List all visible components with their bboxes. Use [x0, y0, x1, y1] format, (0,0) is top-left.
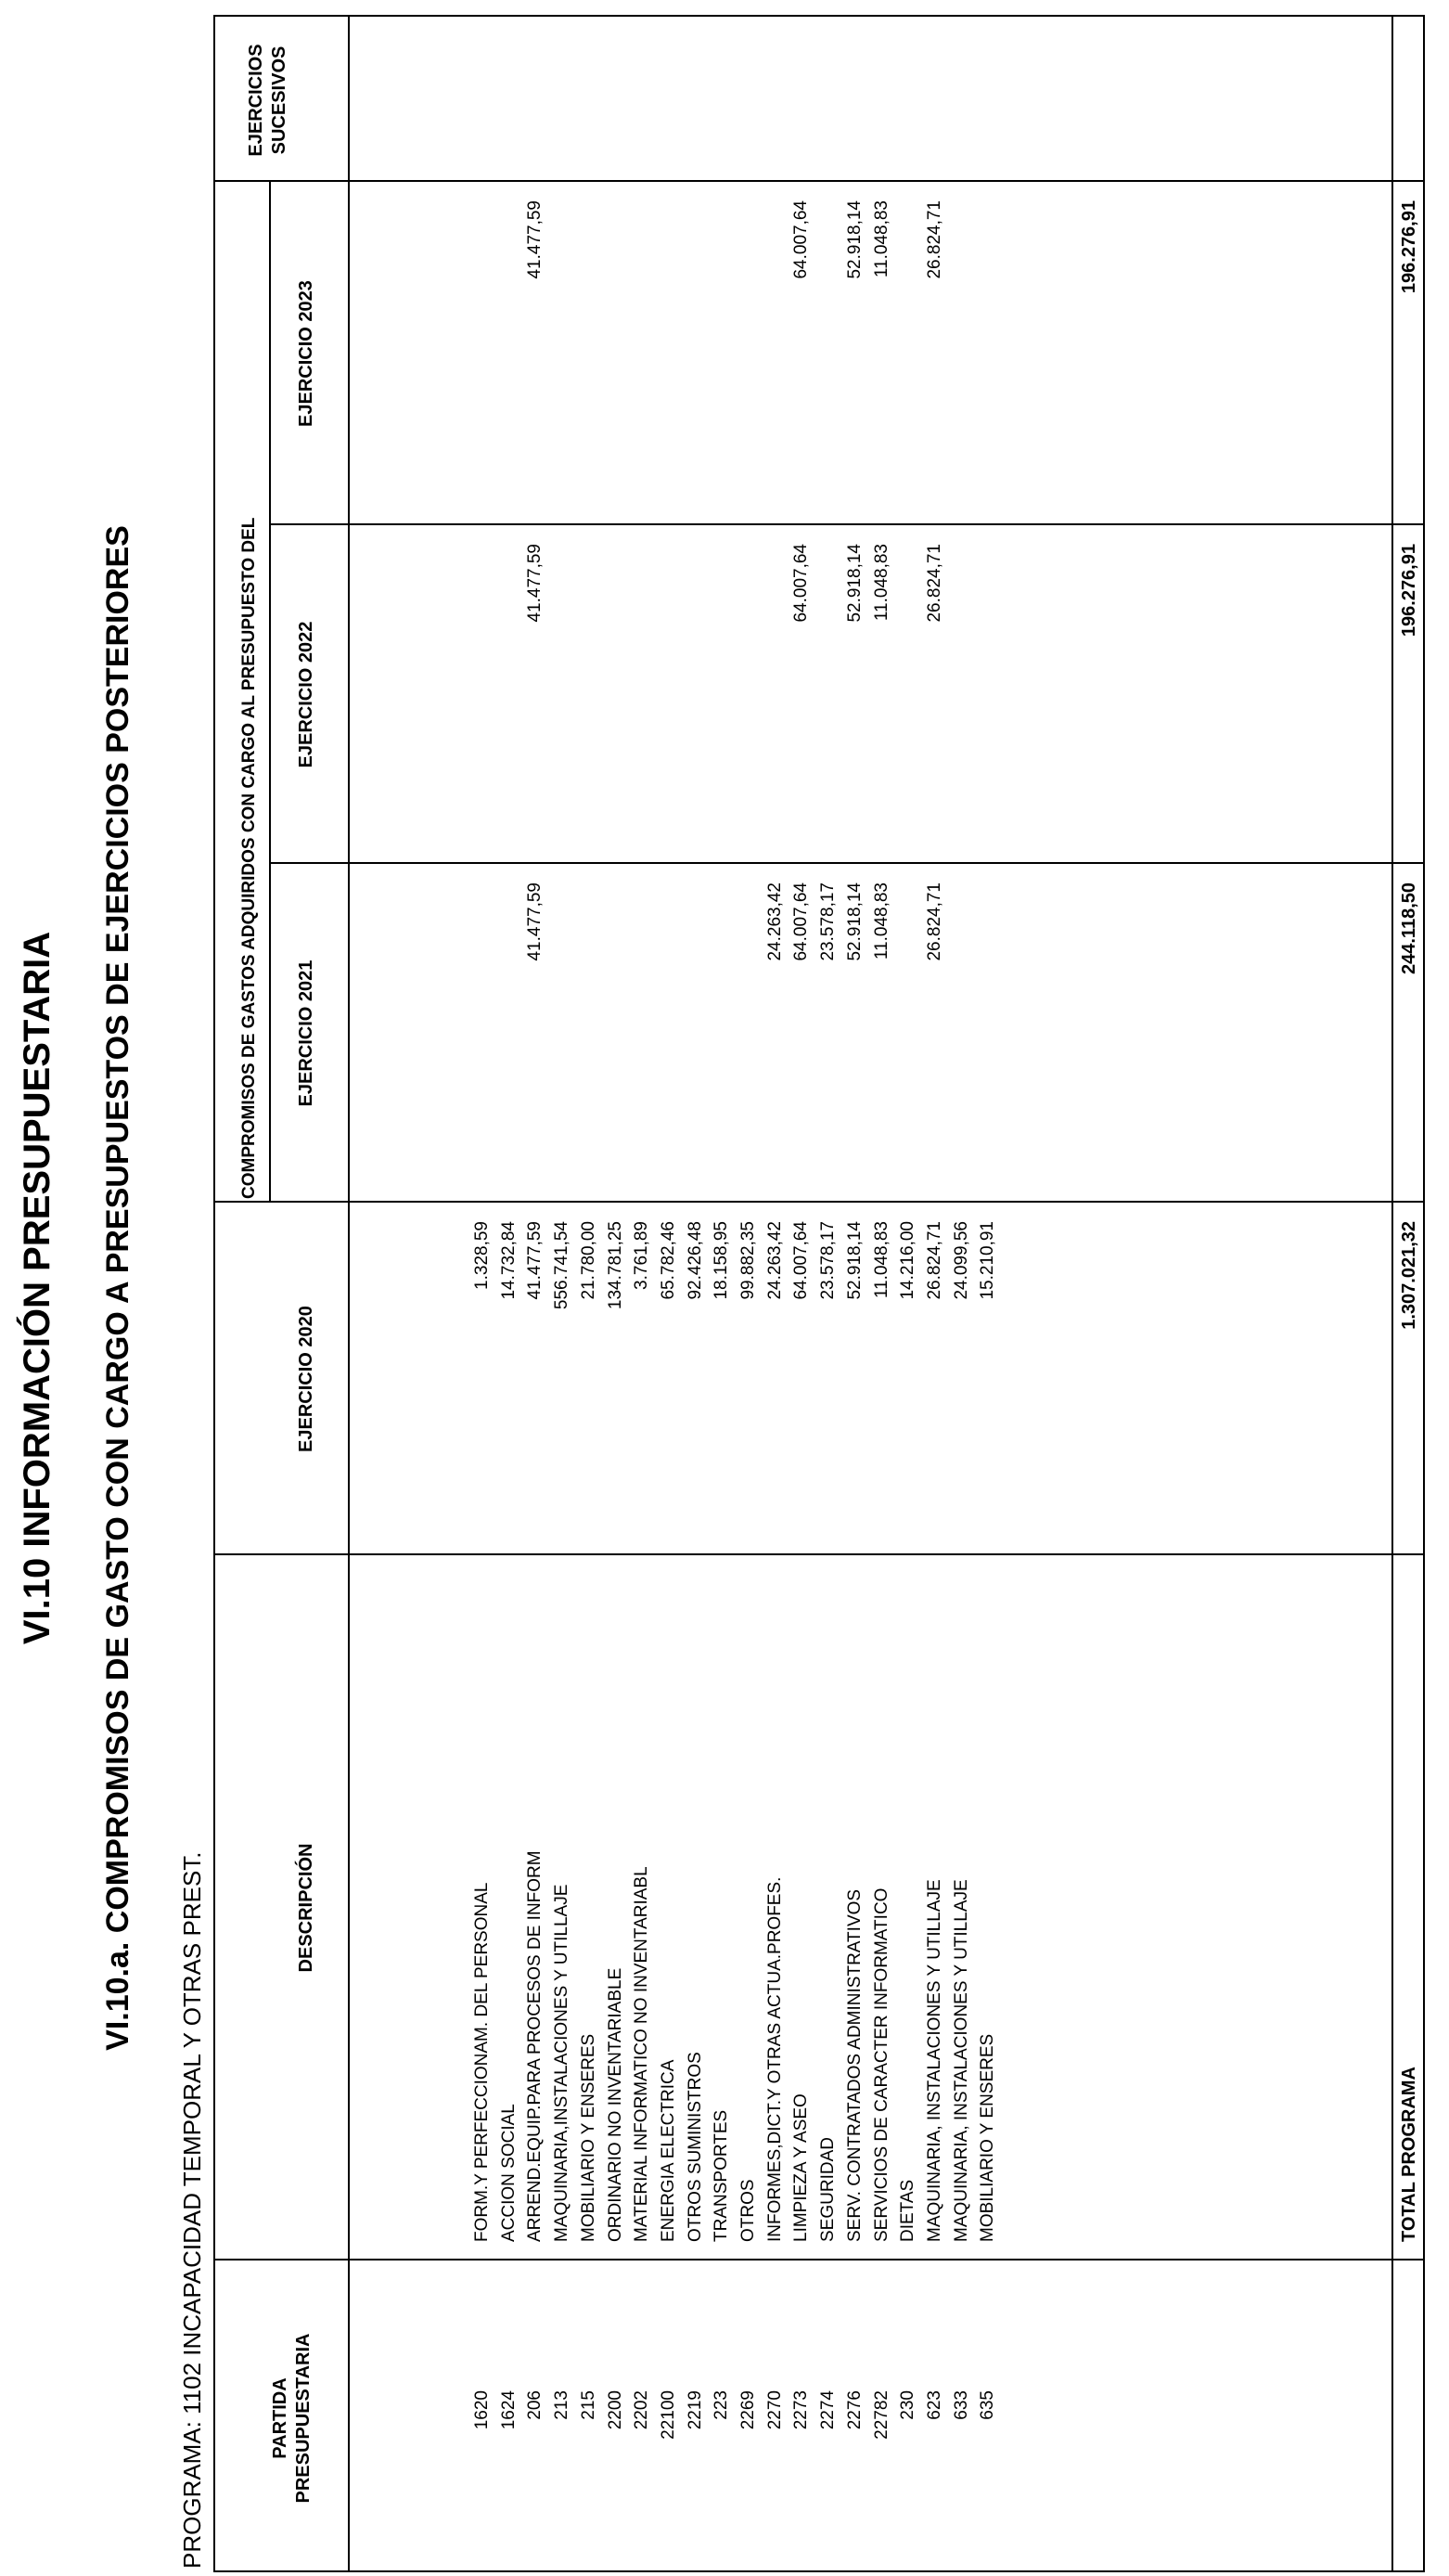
ej2020-cell: 26.824,71: [924, 1221, 944, 1300]
ej2021-cell: 41.477,59: [525, 882, 545, 961]
descripcion-cell: MAQUINARIA, INSTALACIONES Y UTILLAJE: [951, 1879, 971, 2242]
partida-cell: 623: [924, 2390, 944, 2420]
total-label: TOTAL PROGRAMA: [1399, 2067, 1419, 2242]
partida-cell: 206: [525, 2390, 545, 2420]
ej2020-cell: 52.918,14: [844, 1221, 865, 1300]
group-header-line: [269, 182, 271, 1203]
descripcion-cell: ARREND.EQUIP.PARA PROCESOS DE INFORM: [525, 1850, 545, 2242]
ej2020-cell: 18.158,95: [712, 1221, 732, 1300]
descripcion-cell: OTROS SUMINISTROS: [685, 2052, 705, 2242]
ej2020-cell: 24.099,56: [951, 1221, 971, 1300]
header-sucesivos: EJERCICIOS SUCESIVOS: [246, 44, 289, 157]
partida-cell: 223: [712, 2390, 732, 2420]
partida-cell: 2202: [632, 2390, 652, 2430]
partida-cell: 1624: [498, 2390, 519, 2430]
col-sep-4: [269, 862, 1425, 864]
header-partida: PARTIDA PRESUPUESTARIA: [270, 2333, 314, 2504]
header-bottom-line: [348, 15, 350, 2572]
descripcion-cell: MOBILIARIO Y ENSERES: [578, 2033, 598, 2242]
ej2020-cell: 64.007,64: [791, 1221, 812, 1300]
ej2020-cell: 14.216,00: [898, 1221, 918, 1300]
ej2023-cell: 52.918,14: [844, 200, 865, 279]
ej2022-cell: 52.918,14: [844, 544, 865, 623]
ej2023-cell: 64.007,64: [791, 200, 812, 279]
header-ej2022: EJERCICIO 2022: [296, 621, 316, 768]
ej2020-cell: 14.732,84: [498, 1221, 519, 1300]
partida-cell: 635: [978, 2390, 998, 2420]
total-2021: 244.118,50: [1399, 882, 1419, 974]
partida-cell: 2219: [685, 2390, 705, 2430]
partida-cell: 2270: [764, 2390, 785, 2430]
ej2020-cell: 21.780,00: [578, 1221, 598, 1300]
ej2020-cell: 3.761,89: [632, 1221, 652, 1290]
total-2020: 1.307.021,32: [1399, 1221, 1419, 1330]
ej2021-cell: 11.048,83: [871, 882, 891, 960]
ej2020-cell: 65.782,46: [658, 1221, 678, 1300]
col-sep-1: [213, 2259, 1425, 2260]
header-ej2023: EJERCICIO 2023: [296, 280, 316, 427]
ej2020-cell: 23.578,17: [818, 1221, 839, 1300]
partida-cell: 1620: [472, 2390, 492, 2430]
ej2020-cell: 24.263,42: [764, 1221, 785, 1300]
descripcion-cell: MATERIAL INFORMATICO NO INVENTARIABL: [632, 1866, 652, 2242]
descripcion-cell: MOBILIARIO Y ENSERES: [978, 2033, 998, 2242]
partida-cell: 2200: [605, 2390, 625, 2430]
descripcion-cell: DIETAS: [898, 2179, 918, 2242]
ej2020-cell: 556.741,54: [552, 1221, 572, 1310]
total-2023: 196.276,91: [1399, 200, 1419, 294]
ej2020-cell: 41.477,59: [525, 1221, 545, 1300]
descripcion-cell: ENERGIA ELECTRICA: [658, 2059, 678, 2242]
programa-label: PROGRAMA: 1102 INCAPACIDAD TEMPORAL Y OTRAS PREST.: [178, 1851, 206, 2569]
ej2020-cell: 99.882,35: [738, 1221, 758, 1300]
descripcion-cell: SEGURIDAD: [818, 2137, 839, 2242]
ej2023-cell: 41.477,59: [525, 200, 545, 279]
ej2020-cell: 92.426,48: [685, 1221, 705, 1300]
ej2023-cell: 11.048,83: [871, 200, 891, 278]
partida-cell: 2273: [791, 2390, 812, 2430]
total-2022: 196.276,91: [1399, 544, 1419, 638]
ej2021-cell: 64.007,64: [791, 882, 812, 961]
descripcion-cell: LIMPIEZA Y ASEO: [791, 2093, 812, 2242]
ej2021-cell: 23.578,17: [818, 882, 839, 961]
descripcion-cell: INFORMES,DICT.Y OTRAS ACTUA.PROFES.: [764, 1876, 785, 2242]
col-sep-2: [213, 1553, 1425, 1555]
partida-cell: 2274: [818, 2390, 839, 2430]
descripcion-cell: TRANSPORTES: [712, 2109, 732, 2242]
partida-cell: 213: [552, 2390, 572, 2420]
page-subtitle: VI.10.a. COMPROMISOS DE GASTO CON CARGO A PRESUPUESTOS DE EJERCICIOS POSTERIORES: [100, 525, 135, 2051]
descripcion-cell: SERV. CONTRATADOS ADMINISTRATIVOS: [844, 1888, 865, 2242]
partida-cell: 22100: [658, 2390, 678, 2440]
descripcion-cell: MAQUINARIA, INSTALACIONES Y UTILLAJE: [924, 1879, 944, 2242]
partida-cell: 2269: [738, 2390, 758, 2430]
descripcion-cell: FORM.Y PERFECCIONAM. DEL PERSONAL: [472, 1882, 492, 2242]
ej2022-cell: 26.824,71: [924, 544, 944, 623]
ej2021-cell: 26.824,71: [924, 882, 944, 961]
header-descripcion: DESCRIPCIÓN: [296, 1843, 316, 1973]
ej2021-cell: 52.918,14: [844, 882, 865, 961]
ej2020-cell: 11.048,83: [871, 1221, 891, 1299]
col-sep-5: [269, 523, 1425, 525]
col-sep-3: [213, 1201, 1425, 1203]
col-sep-6: [213, 180, 1425, 182]
descripcion-cell: OTROS: [738, 2179, 758, 2242]
descripcion-cell: MAQUINARIA,INSTALACIONES Y UTILLAJE: [552, 1884, 572, 2242]
ej2020-cell: 15.210,91: [978, 1221, 998, 1300]
ej2022-cell: 11.048,83: [871, 544, 891, 622]
ej2020-cell: 134.781,25: [605, 1221, 625, 1310]
ej2022-cell: 41.477,59: [525, 544, 545, 623]
ej2022-cell: 64.007,64: [791, 544, 812, 623]
page-title: VI.10 INFORMACIÓN PRESUPUESTARIA: [17, 931, 58, 1645]
descripcion-cell: SERVICIOS DE CARACTER INFORMATICO: [871, 1887, 891, 2242]
ej2021-cell: 24.263,42: [764, 882, 785, 961]
ej2023-cell: 26.824,71: [924, 200, 944, 279]
header-ej2020: EJERCICIO 2020: [296, 1306, 316, 1452]
header-group: COMPROMISOS DE GASTOS ADQUIRIDOS CON CARGO AL PRESUPUESTO DEL: [239, 517, 259, 1199]
partida-cell: 633: [951, 2390, 971, 2420]
descripcion-cell: ACCION SOCIAL: [498, 2104, 519, 2242]
partida-cell: 230: [898, 2390, 918, 2420]
partida-cell: 22782: [871, 2390, 891, 2440]
partida-cell: 2276: [844, 2390, 865, 2430]
partida-cell: 215: [578, 2390, 598, 2420]
ej2020-cell: 1.328,59: [472, 1221, 492, 1290]
header-ej2021: EJERCICIO 2021: [296, 960, 316, 1107]
descripcion-cell: ORDINARIO NO INVENTARIABLE: [605, 1967, 625, 2242]
